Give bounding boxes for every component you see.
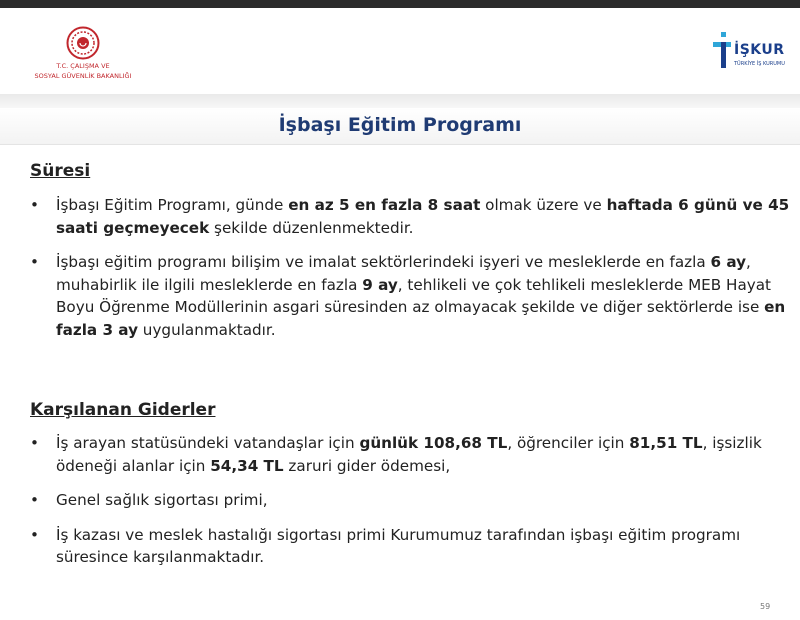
slide-header bbox=[0, 8, 800, 98]
ministry-name-line2: SOSYAL GÜVENLİK BAKANLIĞI bbox=[34, 72, 132, 80]
text-run: İşbaşı eğitim programı bilişim ve imalat sektörlerindeki işyeri ve mesleklerde en fazla bbox=[56, 253, 711, 271]
bold-text: haftada 6 günü ve 45 saati geçmeyecek bbox=[56, 196, 790, 237]
text-run: İş arayan statüsündeki vatandaşlar için bbox=[56, 434, 360, 452]
text-run: İş kazası ve meslek hastalığı sigortası primi Kurumumuz tarafından işbaşı eğitim programı süresince karşılanmaktadır. bbox=[56, 525, 741, 566]
top-bar bbox=[0, 0, 800, 8]
text-run: , öğrenciler için bbox=[507, 434, 630, 452]
text-run: şekilde düzenlenmektedir. bbox=[209, 218, 414, 237]
text-run: uygulanmaktadır. bbox=[137, 320, 276, 339]
bold-text: en fazla 3 ay bbox=[56, 298, 786, 339]
section-heading-expenses: Karşılanan Giderler bbox=[30, 400, 216, 420]
text-run: zaruri gider ödemesi, bbox=[283, 456, 451, 475]
bullet-dot-icon: • bbox=[30, 491, 39, 509]
bullet-item bbox=[30, 194, 800, 239]
text-run: , tehlikeli ve çok tehlikeli mesleklerde MEB Hayat Boyu Öğrenme Modüllerinin asgari süresinden az olmayacak şekilde ve diğer sektörlerde ise bbox=[56, 275, 772, 316]
bold-text: en az 5 en fazla 8 saat bbox=[288, 196, 481, 214]
text-run: olmak üzere ve bbox=[480, 196, 607, 214]
ministry-name-line1: T.C. ÇALIŞMA VE bbox=[56, 62, 110, 70]
slide-title: İşbaşı Eğitim Programı bbox=[278, 114, 522, 136]
bold-text: günlük 108,68 TL bbox=[359, 434, 508, 452]
bold-text: 81,51 TL bbox=[629, 434, 703, 452]
bullet-item bbox=[30, 489, 800, 512]
slide bbox=[0, 8, 800, 620]
text-run: Genel sağlık sigortası primi, bbox=[56, 491, 268, 509]
iskur-subtitle: TÜRKİYE İŞ KURUMU bbox=[734, 61, 785, 67]
iskur-mark-icon bbox=[712, 32, 734, 76]
bullet-item bbox=[30, 432, 800, 477]
duration-bullet-list bbox=[30, 194, 800, 341]
iskur-wordmark: İŞKUR bbox=[734, 42, 785, 58]
bullet-item bbox=[30, 251, 800, 341]
section-heading-duration: Süresi bbox=[30, 161, 91, 181]
text-run: , muhabirlik ile ilgili mesleklerde en fazla bbox=[56, 253, 751, 294]
bullet-dot-icon: • bbox=[30, 525, 39, 544]
page-number: 59 bbox=[760, 602, 771, 611]
bold-text: 9 ay bbox=[362, 275, 398, 294]
ministry-logo bbox=[28, 26, 138, 88]
bullet-dot-icon: • bbox=[30, 196, 39, 214]
bullet-dot-icon: • bbox=[30, 253, 39, 271]
ministry-emblem-icon bbox=[66, 26, 100, 60]
bullet-dot-icon: • bbox=[30, 434, 39, 452]
bullet-item bbox=[30, 524, 800, 569]
text-run: , işsizlik ödeneği alanlar için bbox=[56, 434, 762, 475]
text-run: İşbaşı Eğitim Programı, günde bbox=[56, 196, 289, 214]
bold-text: 6 ay bbox=[710, 253, 747, 271]
bold-text: 54,34 TL bbox=[210, 456, 284, 475]
expenses-bullet-list bbox=[30, 432, 800, 569]
iskur-logo bbox=[712, 28, 800, 78]
